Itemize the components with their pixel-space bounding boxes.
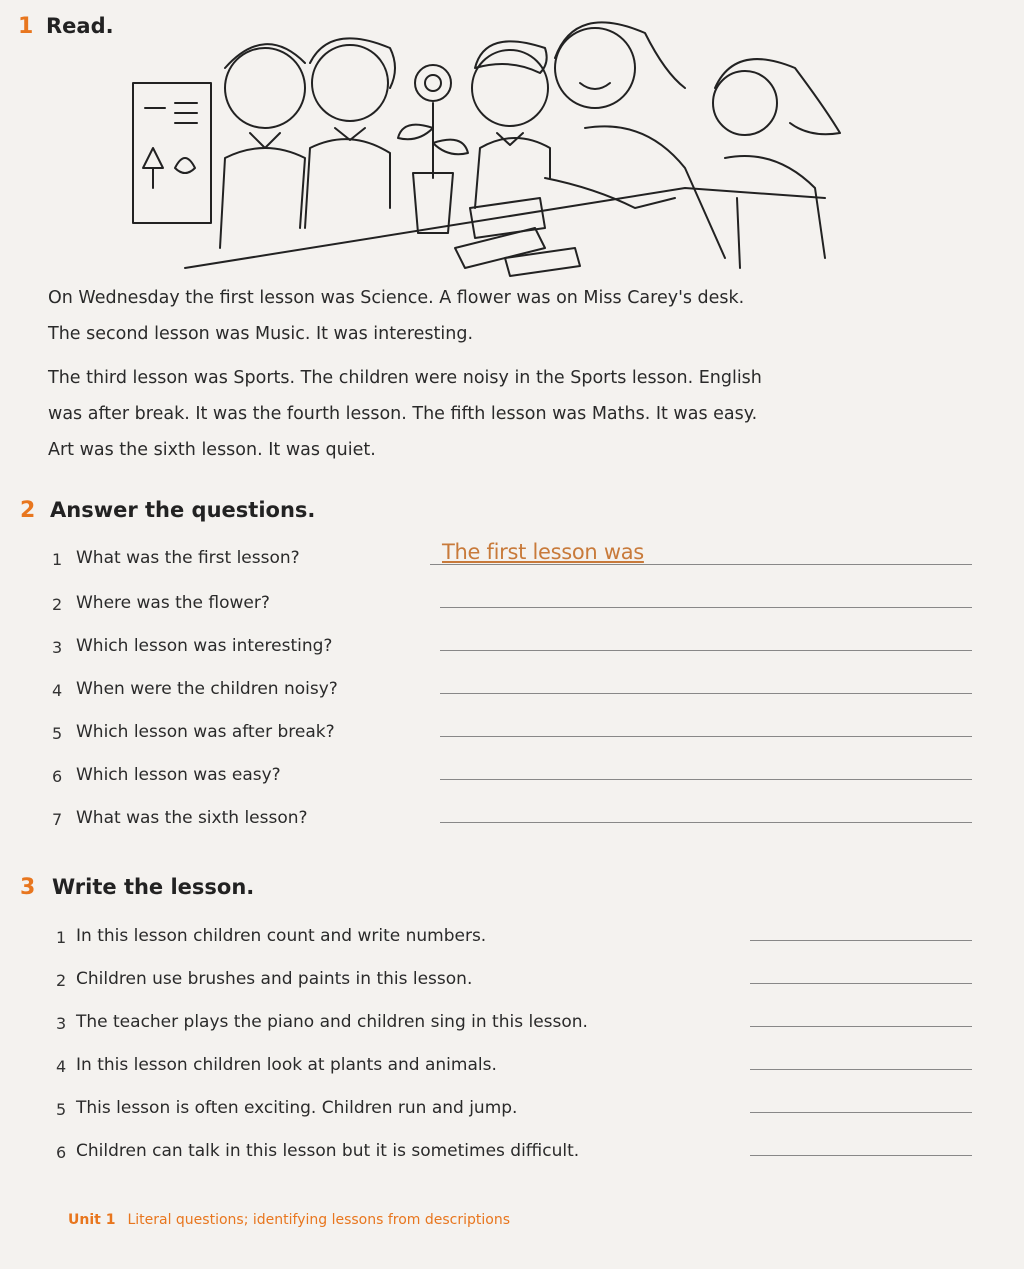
item-number: 5 <box>56 1100 67 1119</box>
question-row <box>0 757 1024 797</box>
answer-line[interactable] <box>440 779 972 780</box>
answer-line[interactable] <box>750 940 972 941</box>
question-row <box>0 800 1024 840</box>
question-number: 4 <box>52 681 63 700</box>
lesson-item-row <box>0 1135 1024 1175</box>
child-2 <box>305 38 395 228</box>
answer-line[interactable] <box>750 1069 972 1070</box>
item-text: Children can talk in this lesson but it is sometimes difficult. <box>76 1141 580 1161</box>
item-text: This lesson is often exciting. Children run and jump. <box>76 1098 518 1118</box>
question-text: What was the sixth lesson? <box>76 808 308 828</box>
answer-line[interactable] <box>750 1155 972 1156</box>
question-row <box>0 714 1024 754</box>
item-number: 6 <box>56 1143 67 1162</box>
footer-unit: Unit 1 <box>68 1212 116 1228</box>
answer-line[interactable] <box>440 607 972 608</box>
item-text: In this lesson children count and write numbers. <box>76 926 487 946</box>
question-number: 2 <box>52 595 63 614</box>
answer-line[interactable] <box>440 822 972 823</box>
section-1-number: 1 <box>18 14 34 39</box>
answer-line[interactable] <box>430 564 972 565</box>
page-footer <box>68 1212 510 1228</box>
question-text: Which lesson was easy? <box>76 765 281 785</box>
reading-line-1: On Wednesday the first lesson was Science. A flower was on Miss Carey's desk. <box>48 288 745 308</box>
poster-icon <box>133 83 211 223</box>
item-number: 2 <box>56 971 67 990</box>
flower-icon <box>398 65 468 233</box>
child-4 <box>713 59 840 268</box>
section-1-title: Read. <box>46 14 114 38</box>
question-row <box>0 540 1024 580</box>
item-number: 3 <box>56 1014 67 1033</box>
answer-line[interactable] <box>750 983 972 984</box>
question-row <box>0 628 1024 668</box>
lesson-item-row <box>0 963 1024 1003</box>
item-text: In this lesson children look at plants and animals. <box>76 1055 497 1075</box>
answer-line[interactable] <box>750 1112 972 1113</box>
question-row <box>0 671 1024 711</box>
book-icon <box>455 198 580 276</box>
reading-paragraph-2 <box>48 360 928 468</box>
reading-paragraph-1 <box>48 280 928 352</box>
item-number: 1 <box>56 928 67 947</box>
answer-line[interactable] <box>440 650 972 651</box>
lesson-item-row <box>0 1092 1024 1132</box>
question-number: 7 <box>52 810 63 829</box>
classroom-illustration <box>125 8 865 278</box>
child-3 <box>472 41 550 208</box>
answer-line[interactable] <box>750 1026 972 1027</box>
answer-line[interactable] <box>440 693 972 694</box>
answer-line[interactable] <box>440 736 972 737</box>
item-text: The teacher plays the piano and children sing in this lesson. <box>76 1012 588 1032</box>
answer-handwriting: The first lesson was <box>442 540 644 564</box>
child-1 <box>220 44 305 248</box>
footer-text: Literal questions; identifying lessons from descriptions <box>127 1212 511 1228</box>
question-text: Which lesson was interesting? <box>76 636 333 656</box>
question-text: Which lesson was after break? <box>76 722 335 742</box>
reading-line-2: The second lesson was Music. It was interesting. <box>48 324 474 344</box>
reading-line-4: was after break. It was the fourth lesson. The fifth lesson was Maths. It was easy. <box>48 404 758 424</box>
section-3-title: Write the lesson. <box>52 875 255 899</box>
section-2-number: 2 <box>20 498 36 523</box>
question-text: What was the first lesson? <box>76 548 300 568</box>
question-number: 1 <box>52 550 63 569</box>
question-number: 3 <box>52 638 63 657</box>
teacher <box>545 22 725 258</box>
desk-edge <box>185 188 825 268</box>
item-text: Children use brushes and paints in this lesson. <box>76 969 473 989</box>
section-3-number: 3 <box>20 875 36 900</box>
lesson-item-row <box>0 1006 1024 1046</box>
question-text: Where was the flower? <box>76 593 270 613</box>
question-number: 5 <box>52 724 63 743</box>
item-number: 4 <box>56 1057 67 1076</box>
lesson-item-row <box>0 920 1024 960</box>
reading-line-5: Art was the sixth lesson. It was quiet. <box>48 440 376 460</box>
question-number: 6 <box>52 767 63 786</box>
section-2-title: Answer the questions. <box>50 498 316 522</box>
question-text: When were the children noisy? <box>76 679 338 699</box>
lesson-item-row <box>0 1049 1024 1089</box>
reading-line-3: The third lesson was Sports. The children were noisy in the Sports lesson. English <box>48 368 762 388</box>
question-row <box>0 585 1024 625</box>
